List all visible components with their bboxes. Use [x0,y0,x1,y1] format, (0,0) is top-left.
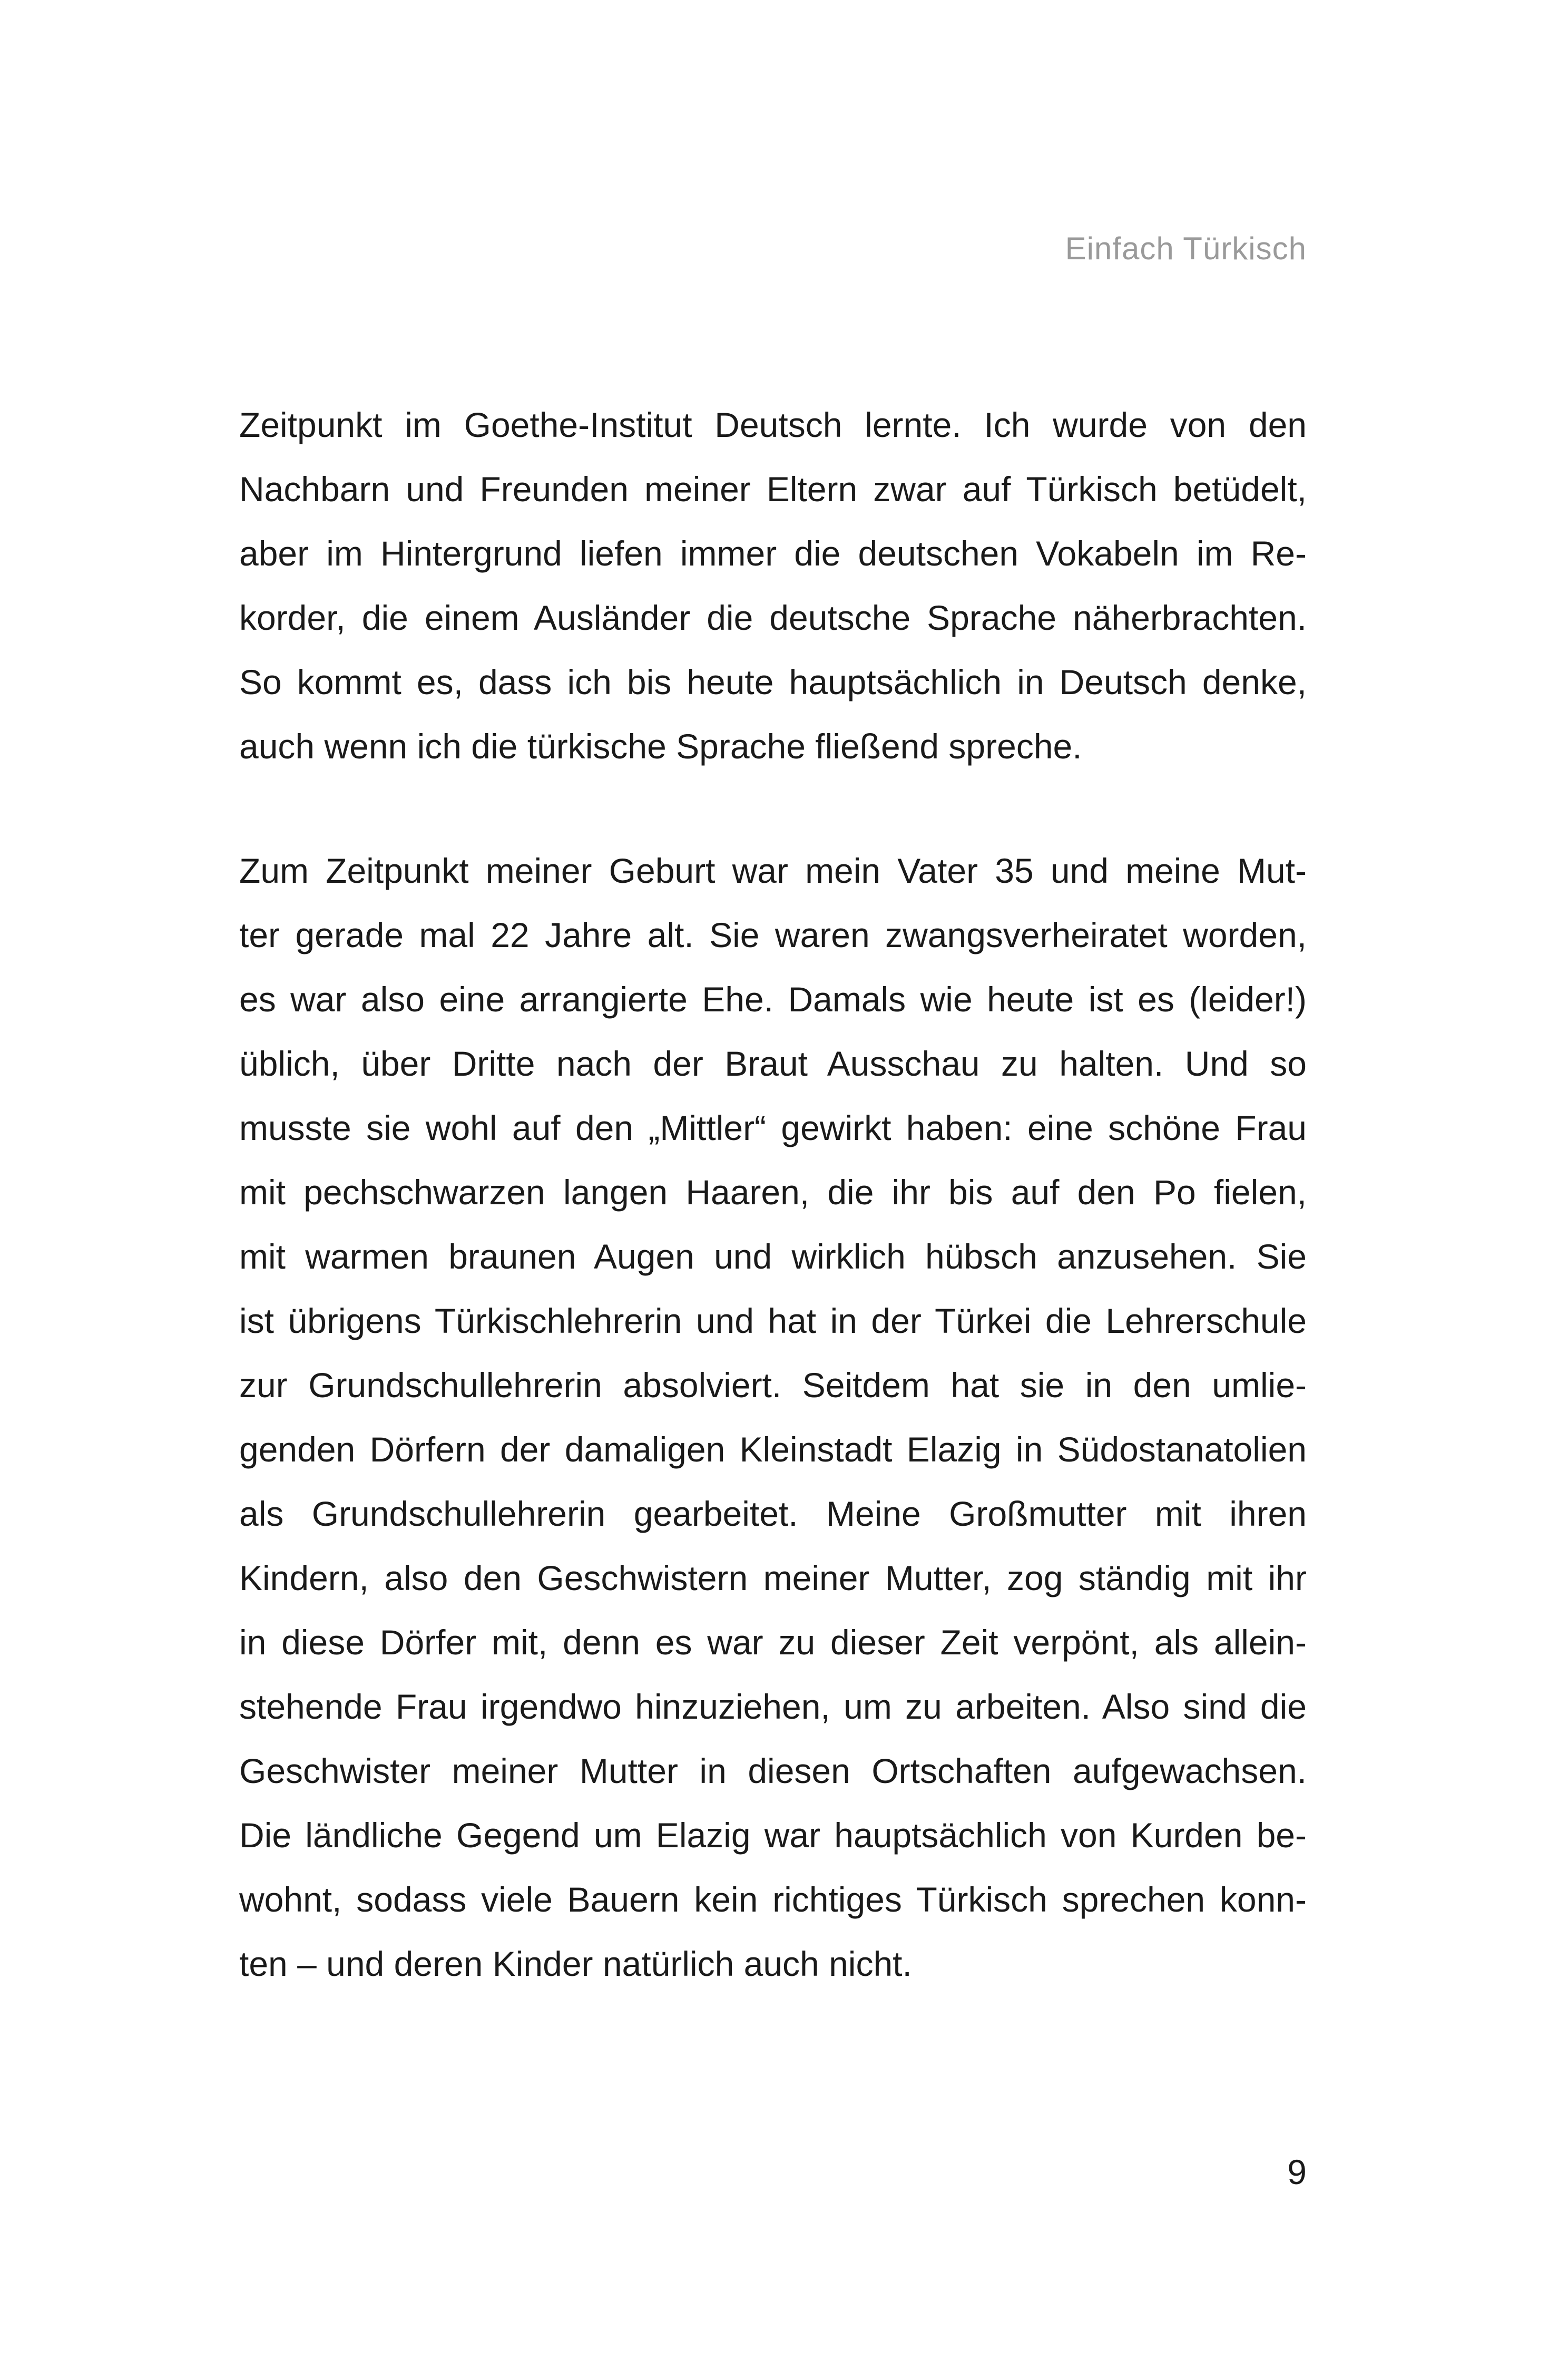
text-line: zur Grundschullehrerin absolviert. Seitdem hat sie in den umlie- [239,1366,1307,1405]
text-line: wohnt, sodass viele Bauern kein richtiges Türkisch sprechen konn- [239,1880,1307,1919]
text-line: musste sie wohl auf den „Mittler“ gewirkt haben: eine schöne Frau [239,1108,1307,1147]
paragraph-1 [239,393,1307,778]
text-line: aber im Hintergrund liefen immer die deutschen Vokabeln im Re- [239,534,1307,573]
page-number: 9 [1287,2152,1307,2191]
text-line: Kindern, also den Geschwistern meiner Mutter, zog ständig mit ihr [239,1558,1307,1597]
text-line: Zum Zeitpunkt meiner Geburt war mein Vater 35 und meine Mut- [239,851,1307,890]
text-line: korder, die einem Ausländer die deutsche Sprache näherbrachten. [239,598,1307,637]
text-line: genden Dörfern der damaligen Kleinstadt Elazig in Südostanatolien [239,1430,1307,1469]
text-line: Geschwister meiner Mutter in diesen Ortschaften aufgewachsen. [239,1751,1307,1790]
text-line: mit pechschwarzen langen Haaren, die ihr bis auf den Po fielen, [239,1173,1307,1212]
text-line: es war also eine arrangierte Ehe. Damals wie heute ist es (leider!) [239,980,1307,1019]
text-line: üblich, über Dritte nach der Braut Ausschau zu halten. Und so [239,1044,1307,1083]
paragraph-gap [239,778,1307,839]
text-line: Zeitpunkt im Goethe-Institut Deutsch lernte. Ich wurde von den [239,405,1307,444]
text-line: Die ländliche Gegend um Elazig war hauptsächlich von Kurden be- [239,1816,1307,1855]
text-line: als Grundschullehrerin gearbeitet. Meine Großmutter mit ihren [239,1494,1307,1533]
text-line: So kommt es, dass ich bis heute hauptsächlich in Deutsch denke, [239,662,1307,701]
body-text [239,393,1307,1996]
text-line: auch wenn ich die türkische Sprache fließend spreche. [239,727,1082,766]
running-head: Einfach Türkisch [1065,231,1307,266]
text-line: stehende Frau irgendwo hinzuziehen, um zu arbeiten. Also sind die [239,1687,1307,1726]
text-line: ter gerade mal 22 Jahre alt. Sie waren zwangsverheiratet worden, [239,915,1307,954]
paragraph-2 [239,839,1307,1996]
text-line: ist übrigens Türkischlehrerin und hat in der Türkei die Lehrerschule [239,1301,1307,1340]
text-line: mit warmen braunen Augen und wirklich hübsch anzusehen. Sie [239,1237,1307,1276]
text-line: ten – und deren Kinder natürlich auch nicht. [239,1944,912,1983]
text-line: in diese Dörfer mit, denn es war zu dieser Zeit verpönt, als allein- [239,1623,1307,1662]
text-line: Nachbarn und Freunden meiner Eltern zwar auf Türkisch betüdelt, [239,470,1307,509]
